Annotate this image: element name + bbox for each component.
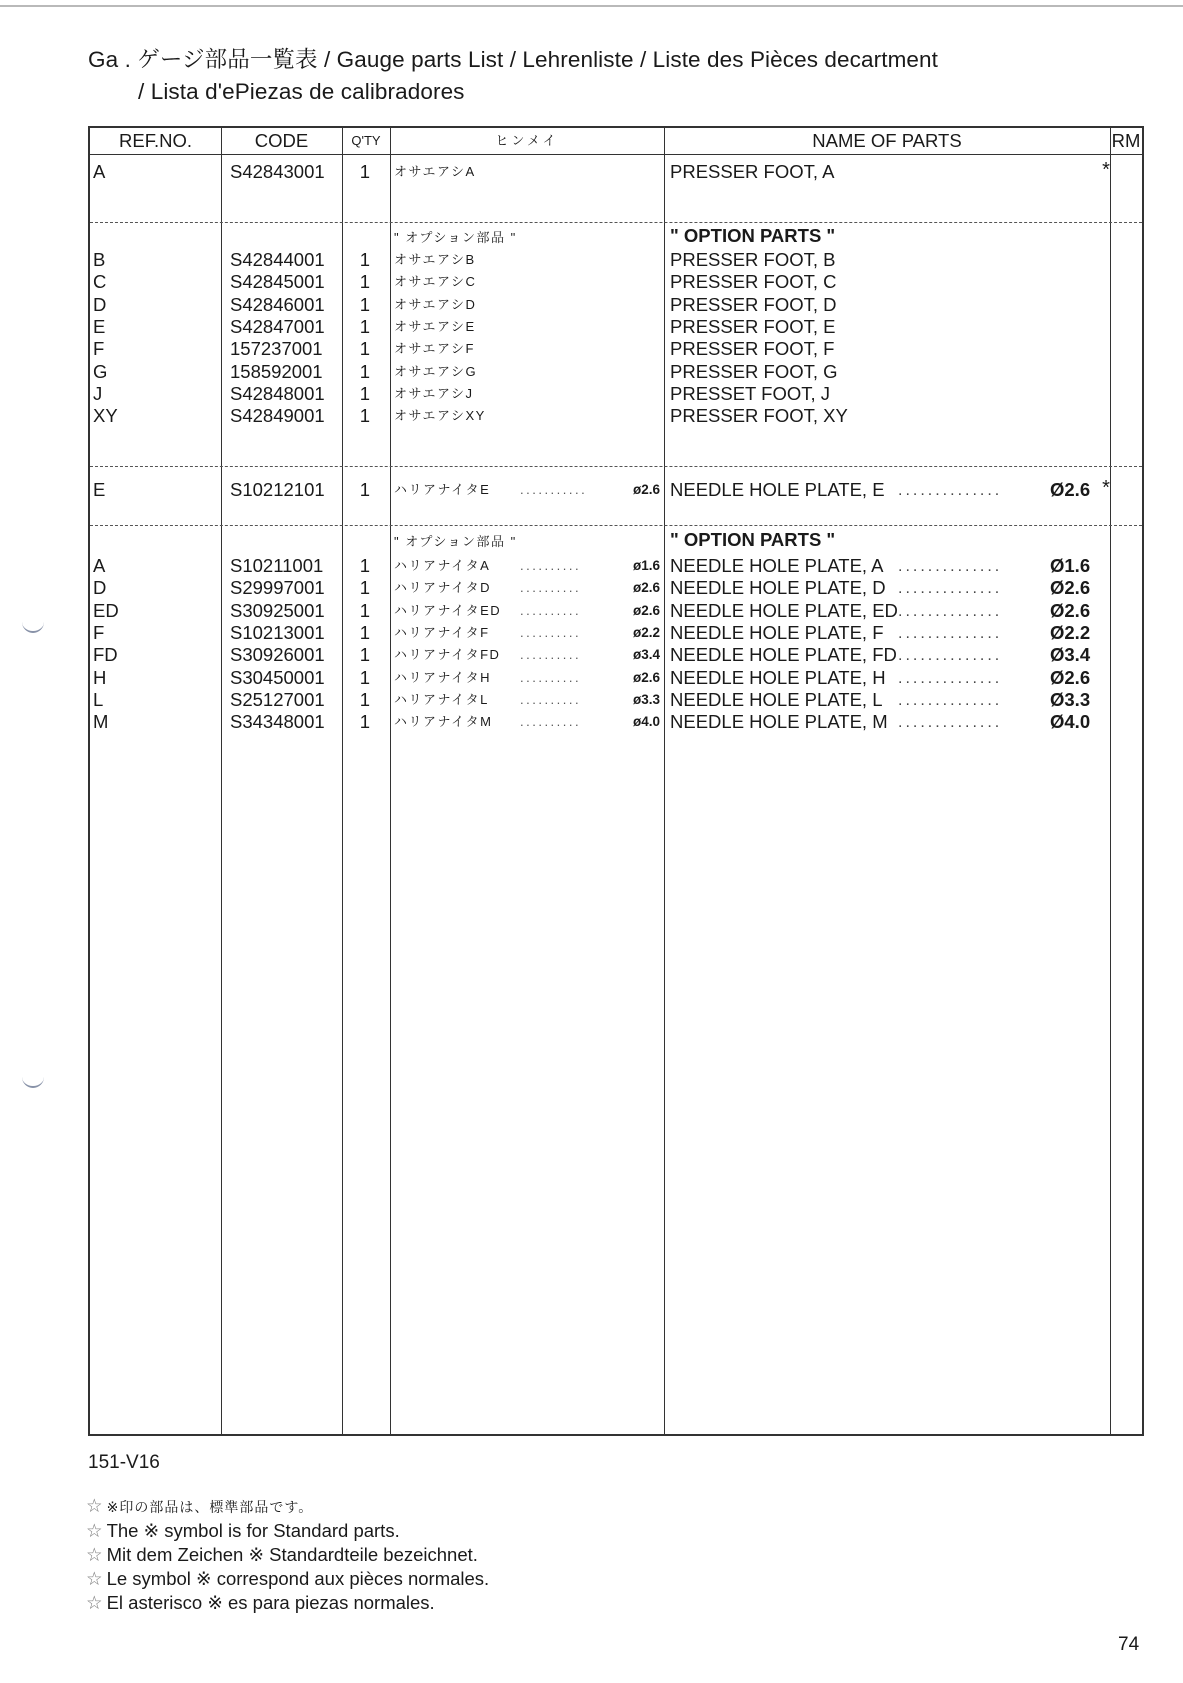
jp-diameter: ø4.0 xyxy=(632,714,660,730)
ref-no: D xyxy=(93,293,107,315)
page-number: 74 xyxy=(1118,1634,1140,1655)
jp-part-name: オサエアシB xyxy=(394,252,476,267)
jp-diameter: ø2.6 xyxy=(632,602,660,618)
leader-dots: .............. xyxy=(898,691,1003,709)
part-name: NEEDLE HOLE PLATE, ED xyxy=(670,599,898,621)
star-icon: ☆ xyxy=(86,1592,103,1613)
jp-part-name: ハリアナイタA xyxy=(394,558,491,573)
section-divider xyxy=(90,525,1142,526)
jp-diameter: ø2.6 xyxy=(632,580,660,596)
leader-dots: .............. xyxy=(898,558,1003,575)
jp-part-name: ハリアナイタH xyxy=(394,669,491,685)
title-line-1: Ga . ゲージ部品一覧表 / Gauge parts List / Lehrenliste / Liste des Pièces decartment xyxy=(88,47,938,72)
jp-diameter: ø2.6 xyxy=(632,482,660,497)
jp-part-name: ハリアナイタD xyxy=(394,580,491,596)
star-icon: ☆ xyxy=(86,1495,103,1516)
part-name: NEEDLE HOLE PLATE, D xyxy=(670,577,886,599)
header-jp-name: ヒンメイ xyxy=(495,133,559,148)
standard-mark: * xyxy=(1102,477,1110,499)
part-code: S42843001 xyxy=(230,161,325,182)
part-name: NEEDLE HOLE PLATE, A xyxy=(670,555,884,576)
quantity: 1 xyxy=(359,382,370,404)
jp-part-name: オサエアシD xyxy=(394,296,477,312)
header-rm: RM xyxy=(1111,130,1141,151)
ref-no: M xyxy=(93,711,109,733)
jp-part-name: ハリアナイタF xyxy=(394,624,490,640)
part-code: S29997001 xyxy=(230,577,325,599)
ref-no: E xyxy=(93,479,106,500)
quantity: 1 xyxy=(359,644,370,666)
part-name: PRESSER FOOT, C xyxy=(670,271,837,293)
part-code: S42849001 xyxy=(230,405,325,427)
part-code: S30925001 xyxy=(230,599,325,621)
ref-no: F xyxy=(93,621,105,643)
part-name: NEEDLE HOLE PLATE, F xyxy=(670,621,884,643)
jp-diameter: ø3.4 xyxy=(632,647,660,663)
diameter: Ø4.0 xyxy=(1050,711,1091,733)
part-name: NEEDLE HOLE PLATE, L xyxy=(670,688,883,710)
note-line: ☆ ※印の部品は、標準部品です。 xyxy=(86,1495,314,1516)
section-divider xyxy=(90,222,1142,223)
part-name: PRESSER FOOT, B xyxy=(670,249,836,270)
leader-dots: .......... xyxy=(520,691,582,707)
jp-diameter: ø3.3 xyxy=(632,691,660,707)
quantity: 1 xyxy=(359,555,370,576)
header-code: CODE xyxy=(254,130,309,151)
leader-dots: ........... xyxy=(520,482,588,497)
part-code: S34348001 xyxy=(230,711,325,733)
leader-dots: .............. xyxy=(898,714,1003,732)
jp-part-name: オサエアシE xyxy=(394,318,476,334)
option-label-en: " OPTION PARTS " xyxy=(670,225,836,246)
header-name: NAME OF PARTS xyxy=(812,130,962,151)
jp-diameter: ø1.6 xyxy=(632,558,660,573)
quantity: 1 xyxy=(359,360,370,382)
part-name: PRESSET FOOT, J xyxy=(670,382,831,404)
quantity: 1 xyxy=(359,666,370,688)
part-code: S10211001 xyxy=(230,555,324,576)
ref-no: J xyxy=(93,382,103,404)
part-code: 158592001 xyxy=(230,360,323,382)
star-icon: ☆ xyxy=(86,1544,103,1565)
part-name: PRESSER FOOT, A xyxy=(670,161,835,182)
leader-dots: .............. xyxy=(898,482,1003,499)
part-code: S25127001 xyxy=(230,688,325,710)
quantity: 1 xyxy=(359,479,370,500)
jp-part-name: オサエアシJ xyxy=(394,385,474,401)
part-code: S42846001 xyxy=(230,293,325,315)
quantity: 1 xyxy=(359,577,370,599)
leader-dots: .......... xyxy=(520,669,582,685)
ref-no: D xyxy=(93,577,107,599)
part-name: NEEDLE HOLE PLATE, H xyxy=(670,666,886,688)
jp-part-name: ハリアナイタL xyxy=(394,691,489,707)
section-divider xyxy=(90,466,1142,467)
jp-part-name: オサエアシG xyxy=(394,363,478,379)
star-icon: ☆ xyxy=(86,1568,103,1589)
diameter: Ø2.6 xyxy=(1050,666,1091,688)
jp-part-name: オサエアシF xyxy=(394,341,475,357)
quantity: 1 xyxy=(359,293,370,315)
standard-mark: * xyxy=(1102,159,1110,181)
table-header xyxy=(90,128,1142,155)
top-rule xyxy=(0,5,1183,7)
jp-part-name: オサエアシA xyxy=(394,164,476,179)
part-code: S42847001 xyxy=(230,315,325,337)
jp-diameter: ø2.2 xyxy=(632,624,660,640)
quantity: 1 xyxy=(359,405,370,427)
quantity: 1 xyxy=(359,249,370,270)
leader-dots: .......... xyxy=(520,602,582,618)
quantity: 1 xyxy=(359,271,370,293)
column-divider xyxy=(221,128,222,1434)
ref-no: A xyxy=(93,555,106,576)
quantity: 1 xyxy=(359,621,370,643)
leader-dots: .......... xyxy=(520,624,582,640)
star-icon: ☆ xyxy=(86,1520,103,1541)
part-code: S30926001 xyxy=(230,644,325,666)
ref-no: G xyxy=(93,360,108,382)
jp-part-name: オサエアシXY xyxy=(394,408,486,424)
leader-dots: .......... xyxy=(520,714,582,730)
column-divider xyxy=(1110,128,1111,1434)
part-name: NEEDLE HOLE PLATE, FD xyxy=(670,644,897,666)
part-name: NEEDLE HOLE PLATE, E xyxy=(670,479,885,500)
option-label-en: " OPTION PARTS " xyxy=(670,529,836,550)
jp-part-name: オサエアシC xyxy=(394,274,477,290)
note-line: ☆ Le symbol ※ correspond aux pièces normales. xyxy=(86,1568,490,1589)
jp-part-name: ハリアナイタM xyxy=(394,714,493,730)
ref-no: XY xyxy=(93,405,118,427)
quantity: 1 xyxy=(359,315,370,337)
page-title xyxy=(88,44,938,108)
binder-hole-mark xyxy=(22,615,44,633)
leader-dots: .......... xyxy=(520,580,582,596)
ref-no: FD xyxy=(93,644,118,666)
quantity: 1 xyxy=(359,338,370,360)
diameter: Ø3.4 xyxy=(1050,644,1091,666)
part-code: S42845001 xyxy=(230,271,325,293)
part-code: 157237001 xyxy=(230,338,323,360)
note-line: ☆ El asterisco ※ es para piezas normales. xyxy=(86,1592,435,1613)
option-label-jp: " オプション部品 " xyxy=(394,534,517,549)
ref-no: A xyxy=(93,161,106,182)
jp-part-name: ハリアナイタED xyxy=(394,602,502,618)
jp-part-name: ハリアナイタE xyxy=(394,482,491,497)
column-divider xyxy=(390,128,391,1434)
binder-hole-mark xyxy=(22,1070,44,1088)
ref-no: F xyxy=(93,338,105,360)
note-line: ☆ The ※ symbol is for Standard parts. xyxy=(86,1520,400,1541)
leader-dots: .............. xyxy=(898,602,1003,620)
part-code: S10212101 xyxy=(230,479,325,500)
ref-no: B xyxy=(93,249,106,270)
part-code: S10213001 xyxy=(230,621,325,643)
part-name: PRESSER FOOT, G xyxy=(670,360,838,382)
quantity: 1 xyxy=(359,599,370,621)
diameter: Ø2.6 xyxy=(1050,599,1091,621)
diameter: Ø2.6 xyxy=(1050,479,1091,500)
leader-dots: .............. xyxy=(898,669,1003,687)
ref-no: C xyxy=(93,271,107,293)
ref-no: H xyxy=(93,666,107,688)
diameter: Ø2.6 xyxy=(1050,577,1091,599)
leader-dots: .............. xyxy=(898,647,1003,665)
part-name: PRESSER FOOT, XY xyxy=(670,405,848,427)
part-code: S30450001 xyxy=(230,666,325,688)
jp-diameter: ø2.6 xyxy=(632,669,660,685)
ref-no: E xyxy=(93,315,106,337)
part-code: S42844001 xyxy=(230,249,325,270)
option-label-jp: " オプション部品 " xyxy=(394,230,517,245)
note-line: ☆ Mit dem Zeichen ※ Standardteile bezeichnet. xyxy=(86,1544,478,1565)
diameter: Ø2.2 xyxy=(1050,621,1091,643)
diameter: Ø1.6 xyxy=(1050,555,1091,576)
model-code: 151-V16 xyxy=(88,1452,160,1473)
leader-dots: .............. xyxy=(898,624,1003,642)
parts-table xyxy=(88,126,1144,1436)
title-line-2: / Lista d'ePiezas de calibradores xyxy=(138,79,465,104)
notes xyxy=(86,1494,489,1615)
part-name: PRESSER FOOT, F xyxy=(670,338,835,360)
part-name: NEEDLE HOLE PLATE, M xyxy=(670,711,888,733)
part-name: PRESSER FOOT, D xyxy=(670,293,837,315)
quantity: 1 xyxy=(359,161,370,182)
quantity: 1 xyxy=(359,688,370,710)
diameter: Ø3.3 xyxy=(1050,688,1091,710)
jp-part-name: ハリアナイタFD xyxy=(394,647,501,663)
leader-dots: .......... xyxy=(520,558,582,573)
part-code: S42848001 xyxy=(230,382,325,404)
leader-dots: .............. xyxy=(898,580,1003,598)
ref-no: ED xyxy=(93,599,119,621)
quantity: 1 xyxy=(359,711,370,733)
leader-dots: .......... xyxy=(520,647,582,663)
ref-no: L xyxy=(93,688,104,710)
column-divider xyxy=(664,128,665,1434)
header-ref: REF.NO. xyxy=(119,130,192,151)
part-name: PRESSER FOOT, E xyxy=(670,315,836,337)
header-qty: Q'TY xyxy=(351,133,381,148)
